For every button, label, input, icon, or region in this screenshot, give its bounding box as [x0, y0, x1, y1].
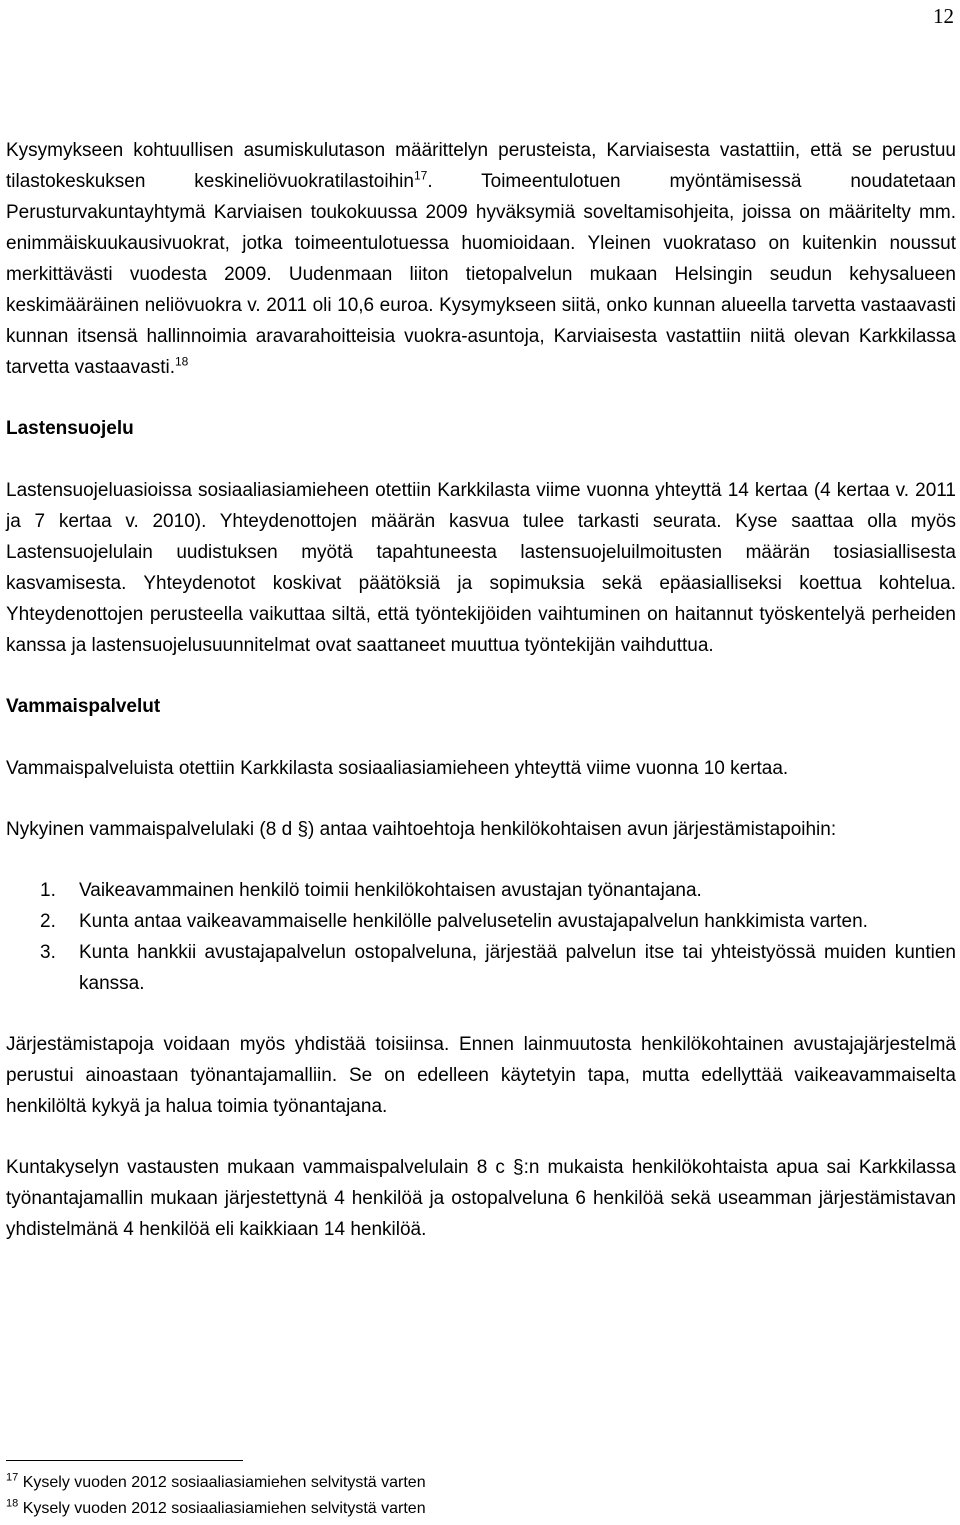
paragraph-vammaispalvelulaki: Nykyinen vammaispalvelulaki (8 d §) antaa vaihtoehtoja henkilökohtaisen avun järjestämistapoihin: — [6, 819, 837, 840]
numbered-list — [6, 875, 956, 999]
footnote-ref-18[interactable]: 18 — [174, 354, 189, 369]
list-item-number: 1. — [40, 880, 56, 901]
list-item — [6, 937, 956, 999]
list-item-text: Kunta antaa vaikeavammaiselle henkilölle palvelusetelin avustajapalvelun hankkimista varten. — [79, 911, 868, 932]
document-body — [6, 135, 956, 1245]
list-item-number: 2. — [40, 911, 56, 932]
list-item — [6, 906, 956, 937]
list-item — [6, 875, 956, 906]
paragraph-vammaispalvelut-contacts: Vammaispalveluista otettiin Karkkilasta sosiaaliasiamieheen yhteyttä viime vuonna 10 kertaa. — [6, 758, 789, 779]
heading-lastensuojelu: Lastensuojelu — [6, 418, 134, 439]
footnote-ref-17[interactable]: 17 — [413, 168, 428, 183]
list-item-number: 3. — [40, 942, 56, 963]
list-item-text: Kunta hankkii avustajapalvelun ostopalveluna, järjestää palvelun itse tai yhteistyössä muiden kuntien kanssa. — [79, 942, 956, 994]
footnotes — [6, 1470, 906, 1522]
paragraph-lastensuojelu: Lastensuojeluasioissa sosiaaliasiamieheen otettiin Karkkilasta viime vuonna yhteyttä 14 kertaa (4 kertaa v. 2011 ja 7 kertaa v. 2010). Yhteydenottojen määrän kasvua tulee tarkasti seurata. Kyse saattaa olla myös Lastensuojelulain uudistuksen myötä tapahtuneesta lastensuojeluilmoitusten määrän tosiasiallisesta kasvamisesta. Yhteydenotot koskivat päätöksiä ja sopimuksia sekä epäasialliseksi koettua kohtelua. Yhteydenottojen perusteella vaikuttaa siltä, että työntekijöiden vaihtuminen on haitannut työskentelyä perheiden kanssa ja lastensuojelusuunnitelmat ovat saattaneet muuttua työntekijän vaihduttua. — [6, 480, 956, 656]
footnote-17 — [6, 1470, 906, 1496]
footnote-number: 17 — [6, 1471, 19, 1484]
page-number: 12 — [933, 4, 954, 28]
paragraph-housing — [6, 135, 956, 383]
footnote-18 — [6, 1496, 906, 1522]
footnote-number: 18 — [6, 1497, 19, 1510]
paragraph-housing-part-b: . Toimeentulotuen myöntämisessä noudatetaan Perusturvakuntayhtymä Karviaisen toukokuussa 2009 hyväksymiä soveltamisohjeita, joissa on määritelty mm. enimmäiskuukausivuokrat, jotka toimeentulotuessa huomioidaan. Yleinen vuokrataso on kuitenkin noussut merkittävästi vuodesta 2009. Uudenmaan liiton tietopalvelun mukaan Helsingin seudun kehysalueen keskimääräinen neliövuokra v. 2011 oli 10,6 euroa. Kysymykseen siitä, onko kunnan alueella tarvetta vastaavasti kunnan itsensä hallinnoimia aravarahoitteisia vuokra-asuntoja, Karviaisesta vastattiin niitä olevan Karkkilassa tarvetta vastaavasti. — [6, 171, 956, 378]
footnote-divider — [6, 1460, 243, 1461]
paragraph-kuntakysely: Kuntakyselyn vastausten mukaan vammaispalvelulain 8 c §:n mukaista henkilökohtaista apua sai Karkkilassa työnantajamallin mukaan järjestettynä 4 henkilöä ja ostopalveluna 6 henkilöä sekä useamman järjestämistavan yhdistelmänä 4 henkilöä eli kaikkiaan 14 henkilöä. — [6, 1157, 956, 1240]
paragraph-jarjestamistavat: Järjestämistapoja voidaan myös yhdistää toisiinsa. Ennen lainmuutosta henkilökohtainen avustajajärjestelmä perustui ainoastaan työnantajamalliin. Se on edelleen käytetyin tapa, mutta edellyttää vaikeavammaiselta henkilöltä kykyä ja halua toimia työnantajana. — [6, 1034, 956, 1117]
paragraph-housing-part-a: Kysymykseen kohtuullisen asumiskulutason määrittelyn perusteista, Karviaisesta vastattiin, että se perustuu tilastokeskuksen keskineliövuokratilastoihin — [6, 140, 956, 192]
heading-vammaispalvelut: Vammaispalvelut — [6, 696, 161, 717]
footnote-text: Kysely vuoden 2012 sosiaaliasiamiehen selvitystä varten — [22, 1474, 426, 1491]
list-item-text: Vaikeavammainen henkilö toimii henkilökohtaisen avustajan työnantajana. — [79, 880, 702, 901]
footnote-text: Kysely vuoden 2012 sosiaaliasiamiehen selvitystä varten — [22, 1500, 426, 1517]
